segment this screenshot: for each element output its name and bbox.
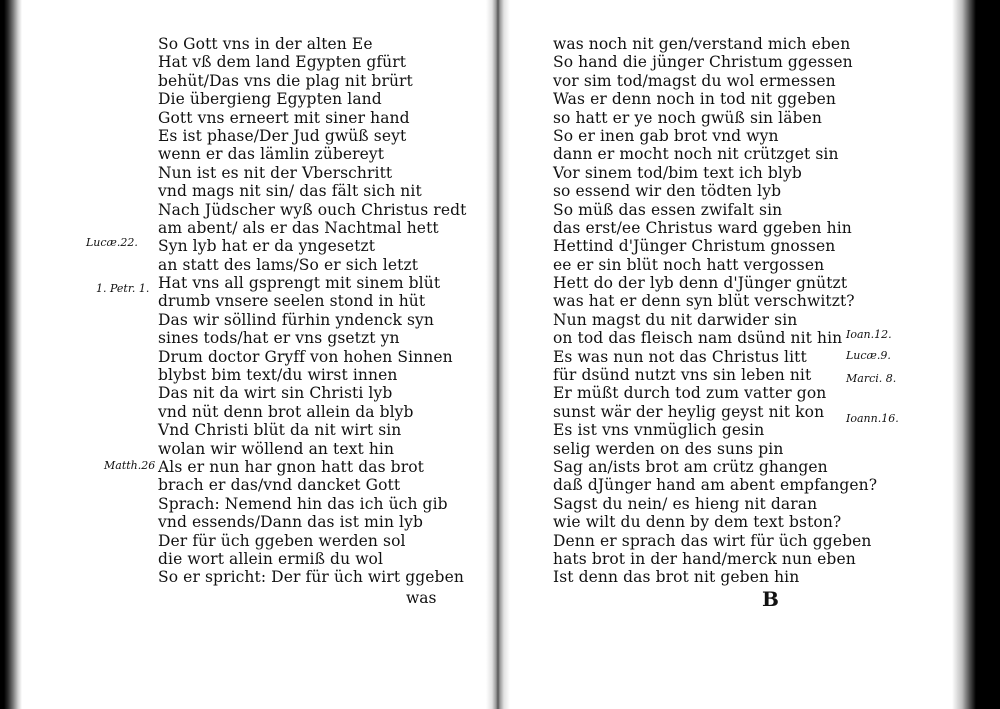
marginal-note: Ioan.12. [846,328,892,341]
marginal-note: Ioann.16. [846,412,899,425]
text-line: Was er denn noch in tod nit ggeben [553,90,836,109]
text-line: Es was nun not das Christus litt [553,347,807,366]
text-line: Hat vns all gsprengt mit sinem blüt [158,274,441,293]
text-line: So er spricht: Der für üch wirt ggeben [158,568,464,587]
text-line: Sagst du nein/ es hieng nit daran [553,494,818,513]
text-line: daß dJünger hand am abent empfangen? [553,476,878,495]
text-line: vnd nüt denn brot allein da blyb [158,402,414,421]
text-line: Nun ist es nit der Vberschritt [158,163,393,182]
text-line: das erst/ee Christus ward ggeben hin [553,218,852,237]
text-line: Syn lyb hat er da yngesetzt [158,237,376,256]
text-line: Sag an/ists brot am crütz ghangen [553,457,828,476]
text-line: ee er sin blüt noch hatt vergossen [553,255,825,274]
text-line: behüt/Das vns die plag nit brürt [158,71,413,90]
text-line: Vnd Christi blüt da nit wirt sin [158,421,402,440]
text-line: wolan wir wöllend an text hin [158,439,395,458]
book-gutter [486,0,510,709]
text-line: Nun magst du nit darwider sin [553,310,798,329]
text-line: Das nit da wirt sin Christi lyb [158,384,393,403]
text-line: So Gott vns in der alten Ee [158,35,373,53]
text-line: an statt des lams/So er sich letzt [158,255,419,274]
text-line: die wort allein ermiß du wol [158,549,384,568]
marginal-note: 1. Petr. 1. [96,282,150,295]
text-line: Hett do der lyb denn d'Jünger gnützt [553,274,848,293]
text-line: am abent/ als er das Nachtmal hett [158,218,439,237]
text-line: vnd essends/Dann das ist min lyb [158,513,423,532]
text-line: sunst wär der heylig geyst nit kon [553,402,825,421]
text-line: so hatt er ye noch gwüß sin läben [553,108,822,127]
text-line: Drum doctor Gryff von hohen Sinnen [158,347,453,366]
text-line: Die übergieng Egypten land [158,90,382,109]
text-line: Er müßt durch tod zum vatter gon [553,384,827,403]
text-line: Es ist phase/Der Jud gwüß seyt [158,126,407,145]
text-line: vor sim tod/magst du wol ermessen [553,71,836,90]
left-book-edge [0,0,22,709]
text-line: was hat er denn syn blüt verschwitzt? [553,292,855,311]
text-line: hats brot in der hand/merck nun eben [553,549,856,568]
text-line: brach er das/vnd dancket Gott [158,476,401,495]
text-line: Nach Jüdscher wyß ouch Christus redt [158,200,467,219]
marginal-note: Matth.26 [104,459,156,472]
text-line: Ist denn das brot nit geben hin [553,568,800,587]
text-line: sines tods/hat er vns gsetzt yn [158,329,400,348]
signature-mark: B [762,587,779,611]
text-line: on tod das fleisch nam dsünd nit hin [553,329,843,348]
marginal-note: Marci. 8. [846,372,897,385]
text-line: Hat vß dem land Egypten gfürt [158,53,407,72]
catchword: was [406,589,437,607]
text-line: Vor sinem tod/bim text ich blyb [553,163,802,182]
text-line: was noch nit gen/verstand mich eben [553,35,851,53]
text-line: Als er nun har gnon hatt das brot [158,457,424,476]
text-line: so essend wir den tödten lyb [553,182,782,201]
text-line: wie wilt du denn by dem text bston? [553,513,842,532]
text-line: für dsünd nutzt vns sin leben nit [553,366,812,385]
text-line: blybst bim text/du wirst innen [158,366,398,385]
text-line: wenn er das lämlin zübereyt [158,145,385,164]
text-line: Sprach: Nemend hin das ich üch gib [158,494,448,513]
text-line: dann er mocht noch nit crützget sin [553,145,839,164]
text-line: vnd mags nit sin/ das fält sich nit [158,182,422,201]
text-line: Gott vns erneert mit siner hand [158,108,410,127]
text-line: drumb vnsere seelen stond in hüt [158,292,426,311]
text-line: So müß das essen zwifalt sin [553,200,783,219]
text-line: So hand die jünger Christum ggessen [553,53,853,72]
text-line: Hettind d'Jünger Christum gnossen [553,237,836,256]
marginal-note: Lucæ.9. [846,349,891,362]
text-line: selig werden on des suns pin [553,439,784,458]
marginal-note: Lucæ.22. [86,236,138,249]
text-line: Denn er sprach das wirt für üch ggeben [553,531,872,550]
text-line: Es ist vns vnmüglich gesin [553,421,765,440]
right-book-edge [952,0,1000,709]
left-page-text [158,35,467,587]
text-line: Der für üch ggeben werden sol [158,531,406,550]
text-line: So er inen gab brot vnd wyn [553,126,779,145]
text-line: Das wir söllind fürhin yndenck syn [158,310,434,329]
